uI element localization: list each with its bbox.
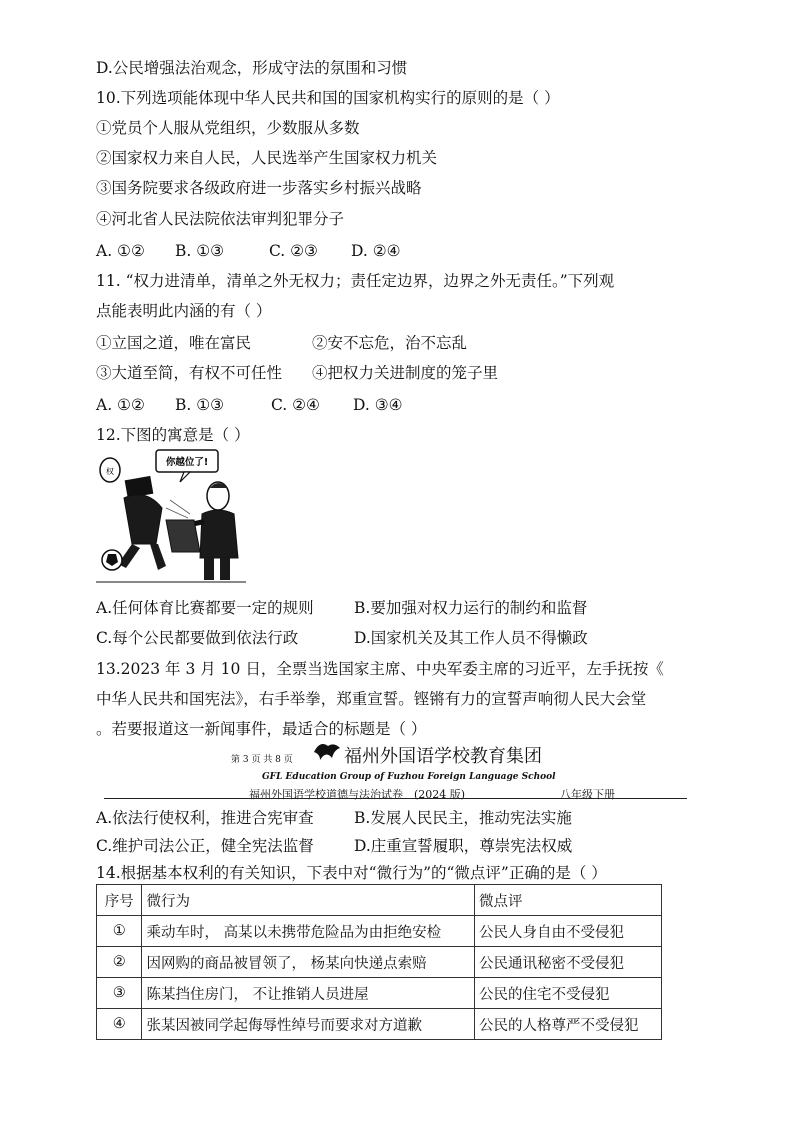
table-header-cell: 微行为 (142, 885, 475, 916)
q11-item-1: ①立国之道，唯在富民 (96, 334, 252, 352)
q13-line1: 13.2023 年 3 月 10 日，全票当选国家主席、中央军委主席的习近平，左手抚按《 (96, 660, 664, 678)
q11-stem-line1: 11. “权力进清单，清单之外无权力；责任定边界，边界之外无责任。”下列观 (96, 272, 615, 290)
school-logo-icon (312, 740, 342, 762)
q14-table (96, 884, 662, 1040)
q12-options-row2 (96, 628, 588, 648)
q10-item-4: ④河北省人民法院依法审判犯罪分子 (96, 210, 345, 228)
q11-options (96, 395, 403, 415)
table-cell-comment: 公民人身自由不受侵犯 (475, 916, 662, 947)
table-row (97, 978, 662, 1009)
q12-options-row1 (96, 598, 587, 618)
q10-item-3: ③国务院要求各级政府进一步落实乡村振兴战略 (96, 179, 422, 197)
q13-option-c[interactable]: C.维护司法公正，健全宪法监督 (96, 837, 314, 855)
q10-option-d[interactable]: D. ②④ (351, 242, 401, 260)
q10-options (96, 241, 401, 261)
svg-text:权: 权 (106, 467, 114, 476)
q9-option-d: D.公民增强法治观念，形成守法的氛围和习惯 (96, 59, 408, 77)
table-cell-behavior: 乘动车时， 高某以未携带危险品为由拒绝安检 (142, 916, 475, 947)
q11-item-3: ③大道至简，有权不可任性 (96, 364, 283, 382)
q13-line2: 中华人民共和国宪法》，右手举拳，郑重宣誓。铿锵有力的宣誓声响彻人民大会堂 (96, 690, 647, 708)
q13-line3: 。若要报道这一新闻事件，最适合的标题是（ ） (96, 720, 427, 738)
school-name-cn: 福州外国语学校教育集团 (344, 746, 542, 767)
q13-options-row2 (96, 836, 572, 856)
q10-item-1: ①党员个人服从党组织，少数服从多数 (96, 119, 360, 137)
q13-options-row1 (96, 808, 572, 828)
q13-option-a[interactable]: A.依法行使权利，推进合宪审查 (96, 809, 314, 827)
exam-edition: (2024 版) (414, 788, 466, 801)
q11-option-c[interactable]: C. ②④ (271, 396, 320, 414)
q14-stem: 14.根据基本权利的有关知识，下表中对“微行为”的“微点评”正确的是（ ） (96, 864, 607, 882)
q11-option-d[interactable]: D. ③④ (353, 396, 403, 414)
q10-option-a[interactable]: A. ①② (96, 242, 145, 260)
cartoon-image (96, 448, 246, 588)
q11-items-row1 (96, 333, 467, 353)
table-header-row (97, 885, 662, 916)
table-cell-index: ② (97, 947, 142, 978)
exam-title: 福州外国语学校道德与法治试卷 (249, 788, 403, 801)
speech-bubble-text: 你越位了! (165, 457, 209, 468)
table-cell-behavior: 张某因被同学起侮辱性绰号而要求对方道歉 (142, 1009, 475, 1040)
q10-item-2: ②国家权力来自人民，人民选举产生国家权力机关 (96, 149, 438, 167)
table-cell-comment: 公民通讯秘密不受侵犯 (475, 947, 662, 978)
q11-items-row2 (96, 363, 498, 383)
table-row (97, 947, 662, 978)
q10-option-b[interactable]: B. ①③ (175, 242, 225, 260)
q11-item-4: ④把权力关进制度的笼子里 (312, 364, 499, 382)
q12-option-d[interactable]: D.国家机关及其工作人员不得懒政 (354, 629, 588, 647)
header-divider (104, 798, 687, 799)
q11-stem-line2: 点能表明此内涵的有（ ） (96, 302, 272, 320)
page-number: 第 3 页 共 8 页 (231, 755, 293, 765)
table-cell-index: ③ (97, 978, 142, 1009)
q12-option-b[interactable]: B.要加强对权力运行的制约和监督 (354, 599, 588, 617)
q12-option-c[interactable]: C.每个公民都要做到依法行政 (96, 629, 299, 647)
q11-option-b[interactable]: B. ①③ (175, 396, 225, 414)
table-header-cell: 序号 (97, 885, 142, 916)
table-cell-comment: 公民的人格尊严不受侵犯 (475, 1009, 662, 1040)
table-cell-comment: 公民的住宅不受侵犯 (475, 978, 662, 1009)
q10-option-c[interactable]: C. ②③ (269, 242, 318, 260)
q11-option-a[interactable]: A. ①② (96, 396, 145, 414)
school-name-en: GFL Education Group of Fuzhou Foreign Language School (262, 772, 556, 782)
table-cell-behavior: 因网购的商品被冒领了， 杨某向快递点索赔 (142, 947, 475, 978)
grade-label: 八年级下册 (560, 788, 615, 801)
table-cell-index: ① (97, 916, 142, 947)
table-cell-behavior: 陈某挡住房门， 不让推销人员进屋 (142, 978, 475, 1009)
table-cell-index: ④ (97, 1009, 142, 1040)
q13-option-d[interactable]: D.庄重宣誓履职，尊崇宪法权威 (354, 837, 573, 855)
table-row (97, 1009, 662, 1040)
table-header-cell: 微点评 (475, 885, 662, 916)
q12-option-a[interactable]: A.任何体育比赛都要一定的规则 (96, 599, 314, 617)
table-row (97, 916, 662, 947)
q11-item-2: ②安不忘危，治不忘乱 (312, 334, 468, 352)
q10-stem: 10.下列选项能体现中华人民共和国的国家机构实行的原则的是（ ） (96, 89, 560, 107)
q12-stem: 12.下图的寓意是（ ） (96, 426, 250, 444)
q13-option-b[interactable]: B.发展人民民主，推动宪法实施 (354, 809, 572, 827)
